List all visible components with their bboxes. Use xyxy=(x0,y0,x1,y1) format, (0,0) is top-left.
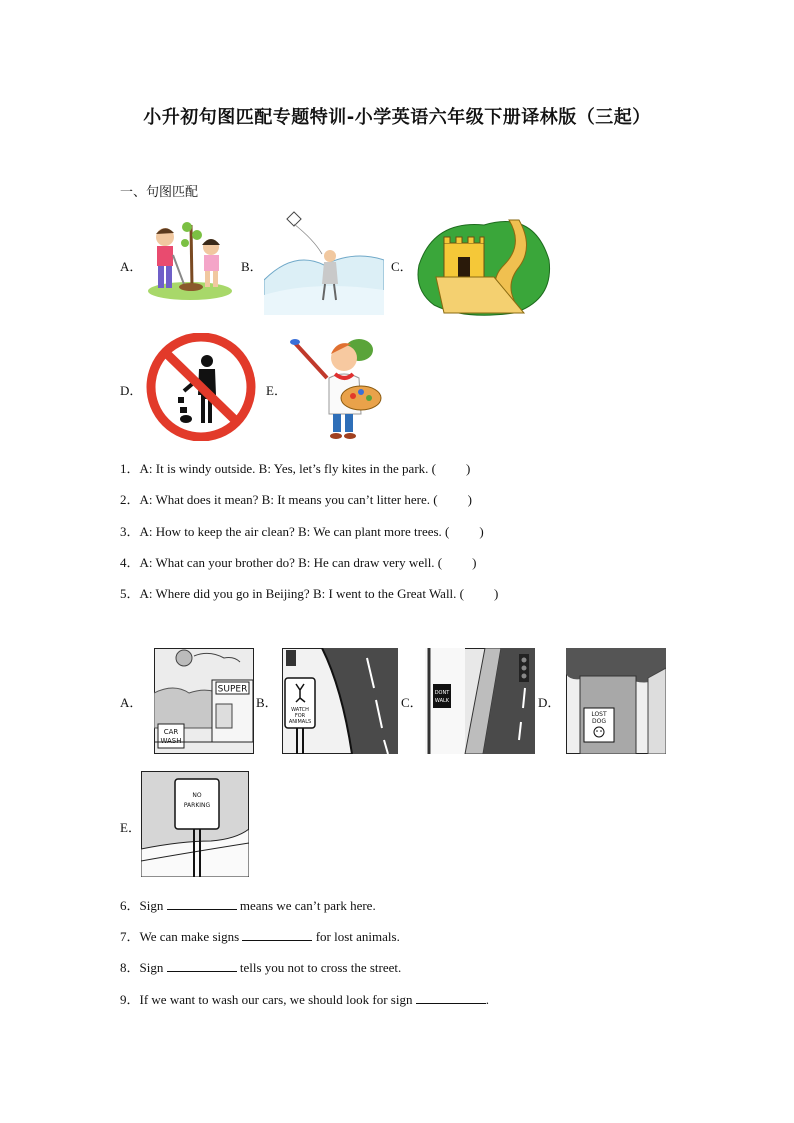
option-label-b: B． xyxy=(241,259,263,274)
sign-label-c: C． xyxy=(401,695,423,710)
car-wash-scene-picture xyxy=(154,648,254,754)
question-2: 2．A: What does it mean? B: It means you can’t litter here. ( ) xyxy=(120,492,472,507)
option-label-d: D． xyxy=(120,383,143,398)
car-wash-text-2: WASH xyxy=(160,737,182,745)
sign-label-b: B． xyxy=(256,695,278,710)
option-label-a: A． xyxy=(120,259,143,274)
question-6: 6．Sign means we can’t park here. xyxy=(120,898,376,913)
question-9: 9．If we want to wash our cars, we should look for sign . xyxy=(120,992,489,1007)
watch-text-3: ANIMALS xyxy=(288,719,312,725)
dont-walk-text-1: DONT xyxy=(434,690,450,696)
no-parking-scene-picture xyxy=(141,771,249,877)
dont-walk-scene-picture xyxy=(425,648,535,754)
watch-text-1: WATCH xyxy=(291,707,309,713)
watch-text-2: FOR xyxy=(294,713,306,719)
sign-label-e: E． xyxy=(120,820,141,835)
option-label-c: C． xyxy=(391,259,413,274)
sign-label-d: D． xyxy=(538,695,561,710)
section-heading: 一、句图匹配 xyxy=(120,185,199,200)
question-1: 1．A: It is windy outside. B: Yes, let’s fly kites in the park. ( ) xyxy=(120,461,471,476)
great-wall-picture xyxy=(414,205,556,318)
answer-blank-6[interactable] xyxy=(167,898,237,910)
painting-boy-picture xyxy=(289,334,384,442)
page-title: 小升初句图匹配专题特训-小学英语六年级下册译林版（三起） xyxy=(143,107,651,128)
no-parking-text-2: PARKING xyxy=(183,802,211,809)
question-3: 3．A: How to keep the air clean? B: We can plant more trees. ( ) xyxy=(120,524,484,539)
answer-blank-7[interactable] xyxy=(242,929,312,941)
lost-dog-scene-picture xyxy=(566,648,666,754)
flying-kite-picture xyxy=(264,210,384,315)
sign-label-a: A． xyxy=(120,695,143,710)
answer-blank-8[interactable] xyxy=(167,960,237,972)
lost-dog-text-2: DOG xyxy=(592,718,606,725)
lost-dog-text-1: LOST xyxy=(591,711,607,718)
no-littering-sign-picture xyxy=(144,333,258,441)
question-8: 8．Sign tells you not to cross the street. xyxy=(120,960,402,975)
question-4: 4．A: What can your brother do? B: He can draw very well. ( ) xyxy=(120,555,477,570)
planting-tree-picture xyxy=(143,217,233,302)
question-7: 7．We can make signs for lost animals. xyxy=(120,929,400,944)
watch-for-animals-scene-picture xyxy=(282,648,398,754)
answer-blank-9[interactable] xyxy=(416,992,486,1004)
question-5: 5．A: Where did you go in Beijing? B: I went to the Great Wall. ( ) xyxy=(120,586,499,601)
no-parking-text-1: NO xyxy=(192,792,202,799)
super-sign-text: SUPER xyxy=(217,684,248,695)
option-label-e: E． xyxy=(266,383,287,398)
dont-walk-text-2: WALK xyxy=(434,698,450,704)
car-wash-text-1: CAR xyxy=(163,728,179,736)
